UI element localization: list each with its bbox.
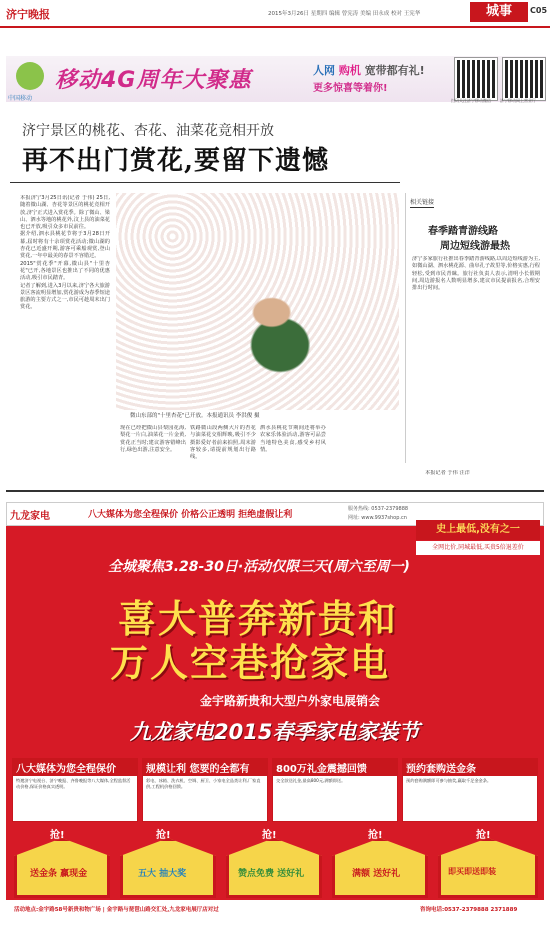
banner-title: 移动4G周年大聚惠	[55, 68, 252, 93]
promo-box	[272, 758, 398, 822]
ad-price-guarantee: 全网比价,同城最低,买贵5倍退差价	[416, 541, 540, 555]
grab-label: 抢!	[50, 830, 65, 841]
grab-label: 抢!	[156, 830, 171, 841]
sidebar-reporter: 本报记者 于伟 汪洋	[425, 470, 470, 476]
ad-lowest-price: 史上最低,没有之一	[416, 520, 540, 540]
banner-sub-part: 宽带都有礼!	[364, 64, 425, 77]
ad-phone: 咨询电话:0537-2379888 2371889	[420, 907, 518, 913]
article-column-1	[20, 195, 110, 477]
sidebar-title-2: 周边短线游最热	[440, 241, 510, 252]
photo-caption: 微山东部的"十里杏花"已开放。本报通讯员 李洪俊 摄	[130, 413, 260, 419]
china-mobile-logo-icon	[16, 62, 44, 90]
ad-hotline: 服务热线: 0537-2379888	[348, 506, 409, 512]
qr-caption: 扫码关注济宁移动微信	[451, 98, 491, 103]
promo-box-title: 800万礼金震撼回馈	[273, 759, 397, 776]
promo-box-text: 预约套购满额即可参与抽奖,赢取千足金金条。	[406, 778, 492, 783]
promo-box-text: 彩电、冰箱、洗衣机、空调、厨卫、小家电全品类让利,厂家直供,工程机价格回馈。	[146, 778, 261, 789]
ad-address: 活动地点:金宇路58号新贵和物广场 | 金宇路与琵琶山路交汇处,九龙家电展厅店对过	[14, 907, 219, 913]
grab-label: 抢!	[262, 830, 277, 841]
divider	[10, 182, 400, 183]
ad-headline-1: 喜大普奔新贵和	[118, 596, 399, 641]
article-column-2: 现在已经把微山县梨园花海,梨花一片白,油菜花一片金黄,赏花正当时;建议游客错峰出行,绿色出游,注意安全。	[120, 425, 186, 453]
sidebar-tag: 相关链接	[410, 199, 435, 206]
ad-expo-title: 金宇路新贵和大型户外家电展销会	[200, 694, 381, 708]
article-kicker: 济宁景区的桃花、杏花、油菜花竞相开放	[22, 123, 274, 139]
promo-box-title: 规模让利 您要的全都有	[143, 759, 267, 776]
grab-label: 抢!	[368, 830, 383, 841]
jiulong-logo: 九龙家电	[10, 511, 50, 522]
page-number: C05	[530, 6, 548, 15]
ad-date-banner: 全城聚焦3.28-30日·活动仅限三天(周六至周一)	[108, 559, 410, 575]
ad-headline-2: 万人空巷抢家电	[110, 640, 391, 685]
house-label: 送金条 赢现金	[30, 869, 88, 879]
promo-box	[402, 758, 538, 822]
masthead: 济宁晚报	[6, 8, 50, 21]
section-label: 城事	[470, 2, 528, 22]
article-paragraph: 记者了解到,进入3月以来,济宁各大旅游景区客流明显增加,赏花游成为春季短途旅游的主要方式之一,市民可趁周末出门赏花。	[20, 282, 110, 311]
house-label: 五大 抽大奖	[138, 869, 187, 879]
article-headline: 再不出门赏花,要留下遗憾	[22, 146, 330, 176]
qr-code-icon	[503, 58, 545, 100]
article-column-3: 铁路微山段两侧大片的杏花与油菜花交相辉映,吸引不少摄影爱好者前来拍照,周末游客较多,请提前规划出行路线。	[190, 425, 256, 461]
house-label: 赞点免费 送好礼	[238, 869, 305, 879]
divider	[6, 490, 544, 492]
promo-box-text: 特邀济宁电视台、济宁晚报、齐鲁晚报等八大媒体,全程监督活动价格,保证价格真实透明。	[16, 778, 131, 789]
qr-caption: 济宁移动网上营业厅	[500, 98, 536, 103]
article-paragraph: 2015"赏花季"开幕,微山县"十里杏花"已开,各地景区也推出了不同的优惠活动,吸引市民踏青。	[20, 260, 110, 282]
qr-code-icon	[455, 58, 497, 100]
article-paragraph: 本报济宁3月25日讯(记者 于伟) 25日,随着微山湖、杏花等景区的桃花竞相开放,济宁正式进入赏花季。除了微山、梁山、泗水等地的桃花外,汶上县的油菜花也已开放,吸引众多市民前往。	[20, 195, 110, 231]
banner-subtitle-2: 更多惊喜等着你!	[313, 83, 388, 94]
promo-box-title: 预约套购送金条	[403, 759, 537, 776]
ad-website: 网址: www.9937shop.cn	[348, 515, 407, 521]
house-label: 满额 送好礼	[352, 869, 401, 879]
promo-box-title: 八大媒体为您全程保价	[13, 759, 137, 776]
article-column-4: 泗水县桃花节期间还将举办农家乐体验活动,游客可品尝当地特色美食,感受乡村风情。	[260, 425, 326, 453]
promo-box-text: 交全款送礼金,最高800元,满额即送。	[276, 778, 346, 783]
ad-slogan: 八大媒体为您全程保价 价格公正透明 拒绝虚假让利	[88, 510, 293, 520]
column-divider	[405, 193, 406, 463]
sidebar-title: 春季踏青游线路	[428, 226, 498, 237]
promo-box	[12, 758, 138, 822]
issue-meta: 2015年3月26日 星期四 编辑 曾宪涛 美编 田永成 校对 王宪华	[268, 11, 421, 17]
promo-box	[142, 758, 268, 822]
house-label: 即买即送即装	[448, 867, 496, 876]
banner-sub-part: 人网	[313, 64, 335, 77]
article-photo	[116, 193, 399, 410]
grab-label: 抢!	[476, 830, 491, 841]
article-paragraph: 据介绍,泗水县桃花节将于3月28日开幕,届时将有十余项赏花活动;微山湖的杏花已近盛开期,游客可乘船观赏,登山赏花,一年中最美的春景不容错过。	[20, 231, 110, 260]
sidebar-body: 济宁多家旅行社推出春季踏青游线路,以周边短线游为主,如微山湖、泗水桃花源、曲阜孔子故里等,价格实惠,行程轻松,受到市民青睐。旅行社负责人表示,清明小长假期间,周边游报名人数明显增多,建议市民提前报名,合理安排出行时间。	[412, 256, 540, 292]
ad-festival-title: 九龙家电2015春季家电家装节	[130, 720, 420, 744]
banner-subtitle	[313, 62, 425, 78]
banner-sub-part: 购机	[338, 64, 361, 77]
china-mobile-brand: 中国移动	[8, 95, 33, 102]
